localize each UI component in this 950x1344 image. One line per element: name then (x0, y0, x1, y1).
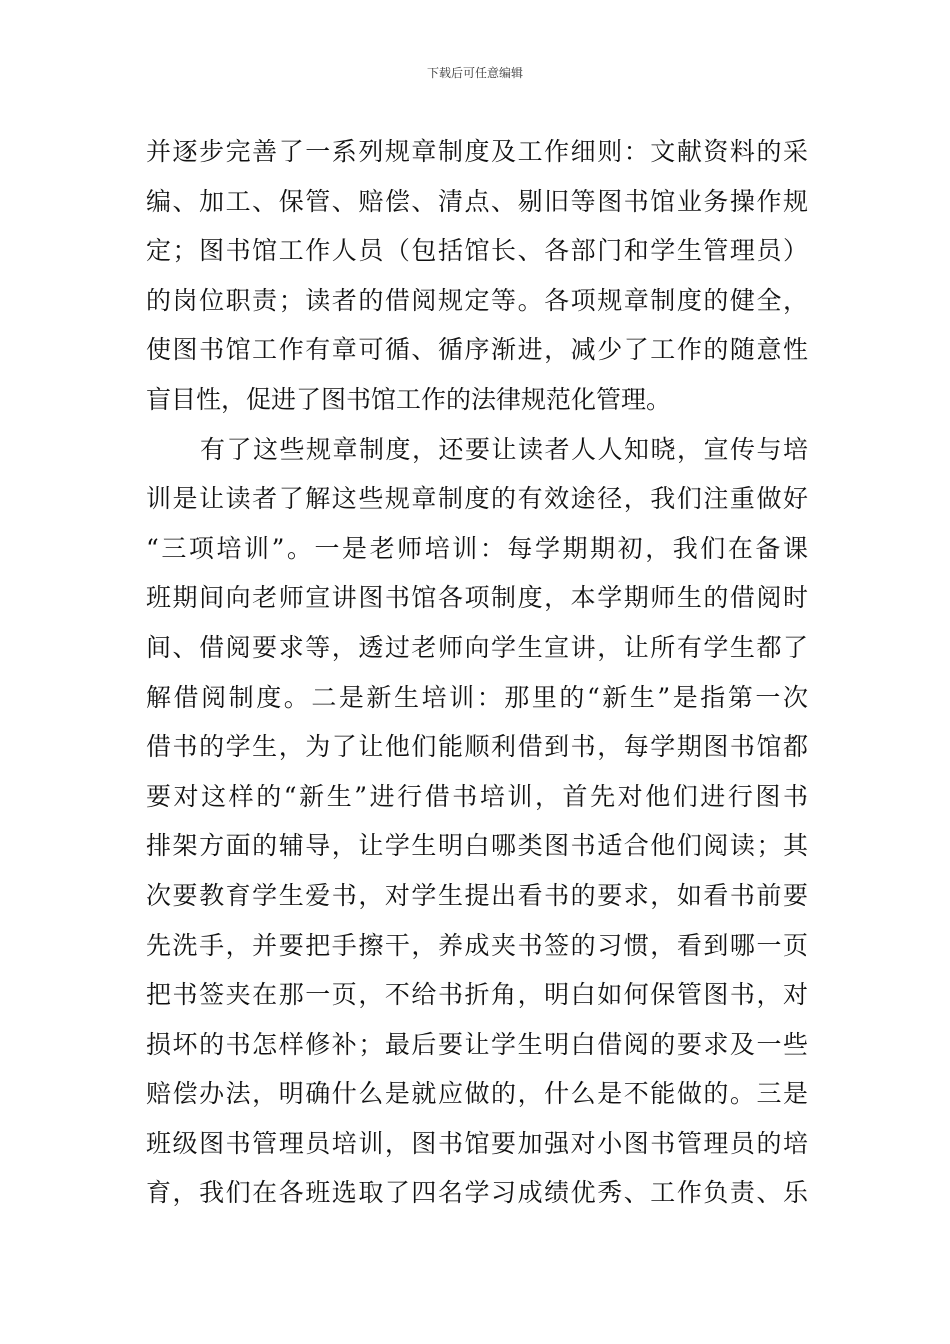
text-line: 班级图书管理员培训，图书馆要加强对小图书管理员的培 (146, 1128, 808, 1158)
page-header: 下载后可任意编辑 (426, 66, 523, 80)
text-line: 盲目性，促进了图书馆工作的法律规范化管理。 (146, 384, 672, 414)
text-line: “三项培训”。一是老师培训：每学期期初，我们在备课 (146, 533, 808, 563)
text-line: 并逐步完善了一系列规章制度及工作细则：文献资料的采 (146, 137, 808, 166)
text-line: 排架方面的辅导，让学生明白哪类图书适合他们阅读；其 (146, 831, 808, 861)
text-line: 育，我们在各班选取了四名学习成绩优秀、工作负责、乐 (146, 1178, 808, 1208)
text-line: 间、借阅要求等，透过老师向学生宣讲，让所有学生都了 (146, 632, 808, 662)
text-line: 借书的学生，为了让他们能顺利借到书，每学期图书馆都 (146, 732, 808, 762)
text-line: 定；图书馆工作人员（包括馆长、各部门和学生管理员） (146, 236, 808, 266)
text-line: 要对这样的“新生”进行借书培训，首先对他们进行图书 (146, 781, 808, 811)
text-line: 编、加工、保管、赔偿、清点、剔旧等图书馆业务操作规 (146, 186, 808, 216)
text-line: 的岗位职责；读者的借阅规定等。各项规章制度的健全， (146, 285, 808, 315)
text-line: 次要教育学生爱书，对学生提出看书的要求，如看书前要 (146, 880, 808, 910)
text-line: 有了这些规章制度，还要让读者人人知晓，宣传与培 (200, 434, 808, 464)
body-text (146, 127, 808, 1218)
text-line: 把书签夹在那一页，不给书折角，明白如何保管图书，对 (146, 980, 808, 1010)
text-line: 训是让读者了解这些规章制度的有效途径，我们注重做好 (146, 484, 808, 514)
text-line: 班期间向老师宣讲图书馆各项制度，本学期师生的借阅时 (146, 583, 808, 613)
text-line: 使图书馆工作有章可循、循序渐进，减少了工作的随意性 (146, 335, 808, 365)
text-line: 损坏的书怎样修补；最后要让学生明白借阅的要求及一些 (146, 1029, 808, 1059)
text-line: 赔偿办法，明确什么是就应做的，什么是不能做的。三是 (146, 1079, 808, 1109)
text-line: 解借阅制度。二是新生培训：那里的“新生”是指第一次 (146, 682, 808, 712)
text-line: 先洗手，并要把手擦干，养成夹书签的习惯，看到哪一页 (146, 930, 808, 960)
